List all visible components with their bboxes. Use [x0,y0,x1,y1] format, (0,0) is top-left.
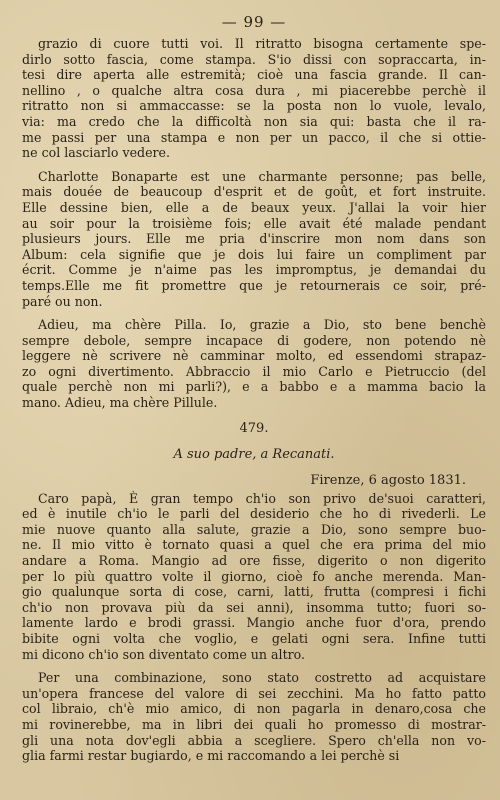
text-line: Album: cela signifie que je dois lui faire un compliment par [22,246,486,262]
text-line: ed è inutile ch'io le parli del desiderio che ho di rivederli. Le [22,506,486,522]
text-line: mais douée de beaucoup d'esprit et de goût, et fort instruite. [22,184,486,200]
letter-date: Firenze, 6 agosto 1831. [310,472,466,488]
text-line: nellino , o qualche altra cosa dura , mi piacerebbe perchè il [22,82,486,98]
text-line: grazio di cuore tutti voi. Il ritratto bisogna certamente spe- [38,36,486,51]
text-line: ne col lasciarlo vedere. [22,145,171,161]
text-line: glia farmi restar bugiardo, e mi raccomando a lei perchè si [22,748,400,764]
text-line: ch'io non provava più da sei anni), insomma tutto; fuori so- [22,599,486,615]
paragraph [22,317,486,411]
text-line: sempre debole, sempre incapace di godere, non potendo nè [22,332,486,348]
text-line: ritratto non si ammaccasse: se la posta non lo vuole, levalo, [22,98,486,114]
text-line: mi rovinerebbe, ma in libri dei quali ho promesso di mostrar- [22,716,486,732]
text-line: per lo più quattro volte il giorno, cioè fo anche merenda. Man- [22,568,486,584]
text-line: mi dicono ch'io son diventato come un altro. [22,646,306,662]
text-line: lamente lardo e brodi grassi. Mangio anche fuor d'ora, prendo [22,615,486,631]
text-line: tesi dire aperta alle estremità; cioè una fascia grande. Il can- [22,67,486,83]
text-line: me passi per una stampa e non per un pacco, il che si ottie- [22,129,486,145]
text-line: mie nuove quanto alla salute, grazie a Dio, sono sempre buo- [22,521,486,537]
text-line: Adieu, ma chère Pilla. Io, grazie a Dio, sto bene benchè [38,317,486,333]
letter-number: 479. [239,420,269,436]
text-line: quale perchè non mi parli?), e a babbo e a mamma bacio la [22,379,486,395]
text-line: gli una nota dov'egli abbia a scegliere. Spero ch'ella non vo- [22,732,486,748]
text-line: leggere nè scrivere nè camminar molto, ed essendomi strapaz- [22,348,486,364]
text-line: plusieurs jours. Elle me pria d'inscrire mon nom dans son [22,231,486,247]
text-line: Charlotte Bonaparte est une charmante personne; pas belle, [38,168,486,184]
text-line: un'opera francese del valore di sei zecchini. Ma ho fatto patto [22,685,486,701]
letter-title: A suo padre, a Recanati. [173,446,335,462]
text-line: zo ogni divertimento. Abbraccio il mio Carlo e Pietruccio (del [22,363,486,379]
text-line: mano. Adieu, ma chère Pillule. [22,395,218,411]
paragraph [22,491,486,663]
text-line: Caro papà, È gran tempo ch'io son privo de'suoi caratteri, [38,490,486,506]
text-line: Per una combinazione, sono stato costretto ad acquistare [38,670,486,686]
letter-body [22,491,486,764]
text-line: gio qualunque sorta di cose, carni, latti, frutta (compresi i fichi [22,584,486,600]
text-line: paré ou non. [22,293,103,309]
paragraph [22,169,486,309]
text-line: écrit. Comme je n'aime pas les impromptus, je demandai du [22,262,486,278]
text-line: andare a Roma. Mangio ad ore fisse, digerito o non digerito [22,553,486,569]
paragraph [22,36,486,161]
text-line: col libraio, ch'è mio amico, di non pagarla in denaro,cosa che [22,701,486,717]
text-line: au soir pour la troisième fois; elle avait été malade pendant [22,215,486,231]
text-line: temps.Elle me fit promettre que je retournerais ce soir, pré- [22,277,486,293]
text-line: ne. Il mio vitto è tornato quasi a quel che era prima del mio [22,537,486,553]
letter-continuation [22,36,486,411]
paragraph [22,670,486,764]
text-line: dirlo sotto fascia, come stampa. S'io dissi con sopraccarta, in- [22,51,486,67]
text-line: bibite ogni volta che voglio, e gelati ogni sera. Infine tutti [22,631,486,646]
page-number: — 99 — [221,13,287,31]
text-line: via: ma credo che la difficoltà non sia qui: basta che il ra- [22,113,486,129]
text-line: Elle dessine bien, elle a de beaux yeux. J'allai la voir hier [22,199,486,215]
